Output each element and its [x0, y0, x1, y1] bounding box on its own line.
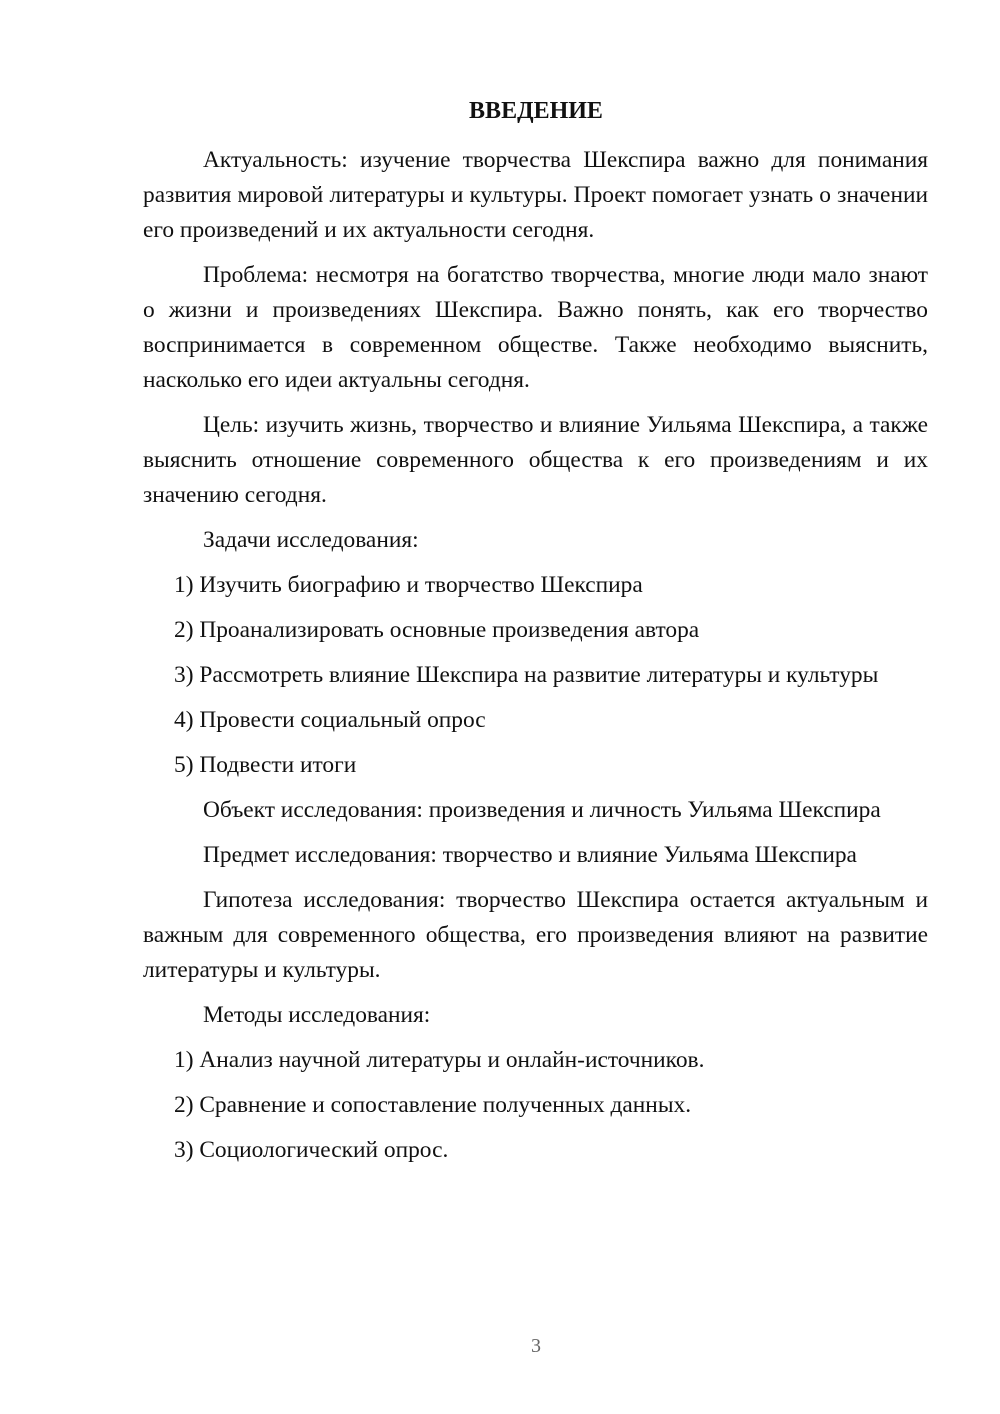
- method-item: 3) Социологический опрос.: [174, 1137, 449, 1163]
- section-heading: ВВЕДЕНИЕ: [469, 98, 603, 124]
- method-item: 2) Сравнение и сопоставление полученных данных.: [174, 1092, 692, 1118]
- relevance-paragraph: Актуальность: изучение творчества Шекспира важно для понимания развития мировой литературы и культуры. Проект помогает узнать о значении его произведений и их актуальности сегодня.: [143, 147, 928, 243]
- task-item: 4) Провести социальный опрос: [174, 707, 486, 733]
- subject-paragraph: Предмет исследования: творчество и влияние Уильяма Шекспира: [203, 842, 857, 868]
- task-item: 5) Подвести итоги: [174, 752, 357, 778]
- tasks-title: Задачи исследования:: [203, 527, 419, 553]
- object-paragraph: Объект исследования: произведения и личность Уильяма Шекспира: [203, 797, 881, 823]
- task-item: 1) Изучить биографию и творчество Шекспира: [174, 572, 643, 598]
- method-item: 1) Анализ научной литературы и онлайн-источников.: [174, 1047, 705, 1073]
- introduction-body: [143, 143, 928, 1178]
- page-number: 3: [531, 1335, 541, 1357]
- task-item: 3) Рассмотреть влияние Шекспира на развитие литературы и культуры: [174, 662, 879, 688]
- goal-paragraph: Цель: изучить жизнь, творчество и влияние Уильяма Шекспира, а также выяснить отношение современного общества к его произведениям и их значению сегодня.: [143, 412, 928, 508]
- methods-title: Методы исследования:: [203, 1002, 431, 1028]
- task-item: 2) Проанализировать основные произведения автора: [174, 617, 700, 643]
- problem-paragraph: Проблема: несмотря на богатство творчества, многие люди мало знают о жизни и произведениях Шекспира. Важно понять, как его творчество воспринимается в современном обществе. Также необходимо выяснить, насколько его идеи актуальны сегодня.: [143, 262, 928, 393]
- hypothesis-paragraph: Гипотеза исследования: творчество Шекспира остается актуальным и важным для современного общества, его произведения влияют на развитие литературы и культуры.: [143, 887, 928, 983]
